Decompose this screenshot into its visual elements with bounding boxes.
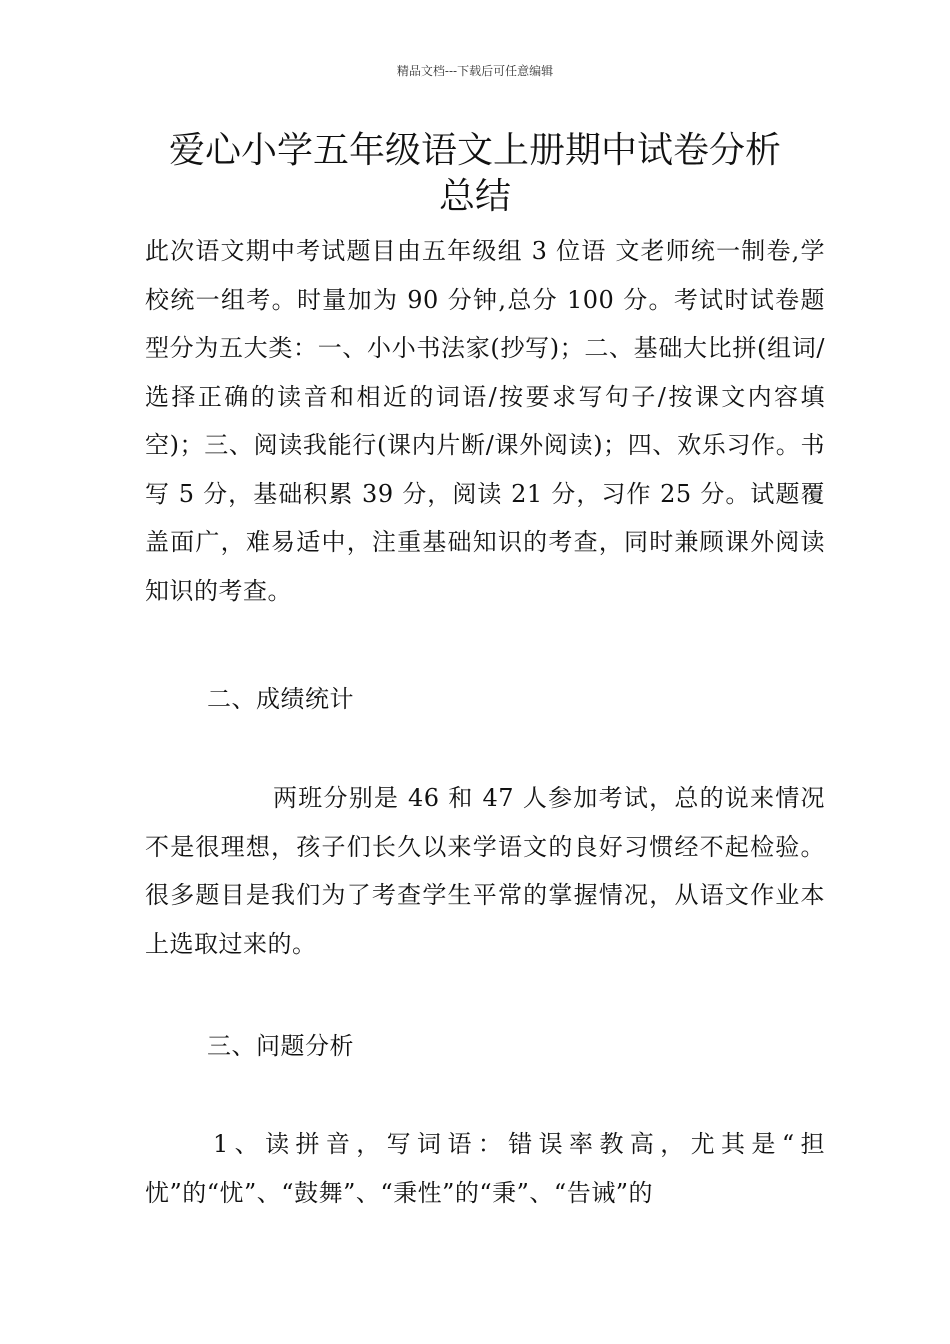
section-heading-scores: 二、成绩统计 [207,685,354,713]
title-line-1: 爱心小学五年级语文上册期中试卷分析 [168,130,781,171]
scores-paragraph: 两班分别是 46 和 47 人参加考试，总的说来情况不是很理想，孩子们长久以来学语文的良好习惯经不起检验。很多题目是我们为了考查学生平常的掌握情况，从语文作业本上选取过来的。 [145,784,825,958]
problems-paragraph: 1、读拼音，写词语：错误率教高，尤其是“担忧”的“忧”、“鼓舞”、“秉性”的“秉”、“告诫”的 [145,1130,825,1207]
header-note: 精品文档---下载后可任意编辑 [396,64,554,78]
title-line-2: 总结 [438,176,511,217]
document-title [120,128,830,220]
section-heading-problems: 三、问题分析 [207,1032,354,1060]
intro-paragraph: 此次语文期中考试题目由五年级组 3 位语 文老师统一制卷,学校统一组考。时量加为 90 分钟,总分 100 分。考试时试卷题型分为五大类：一、小小书法家(抄写)；二、基础大比拼(组词/选择正确的读音和相近的词语/按要求写句子/按课文内容填空)；三、阅读我能行(课内片断/课外阅读)；四、欢乐习作。书写 5 分，基础积累 39 分，阅读 21 分，习作 25 分。试题覆盖面广，难易适中，注重基础知识的考查，同时兼顾课外阅读知识的考查。 [145,237,825,605]
